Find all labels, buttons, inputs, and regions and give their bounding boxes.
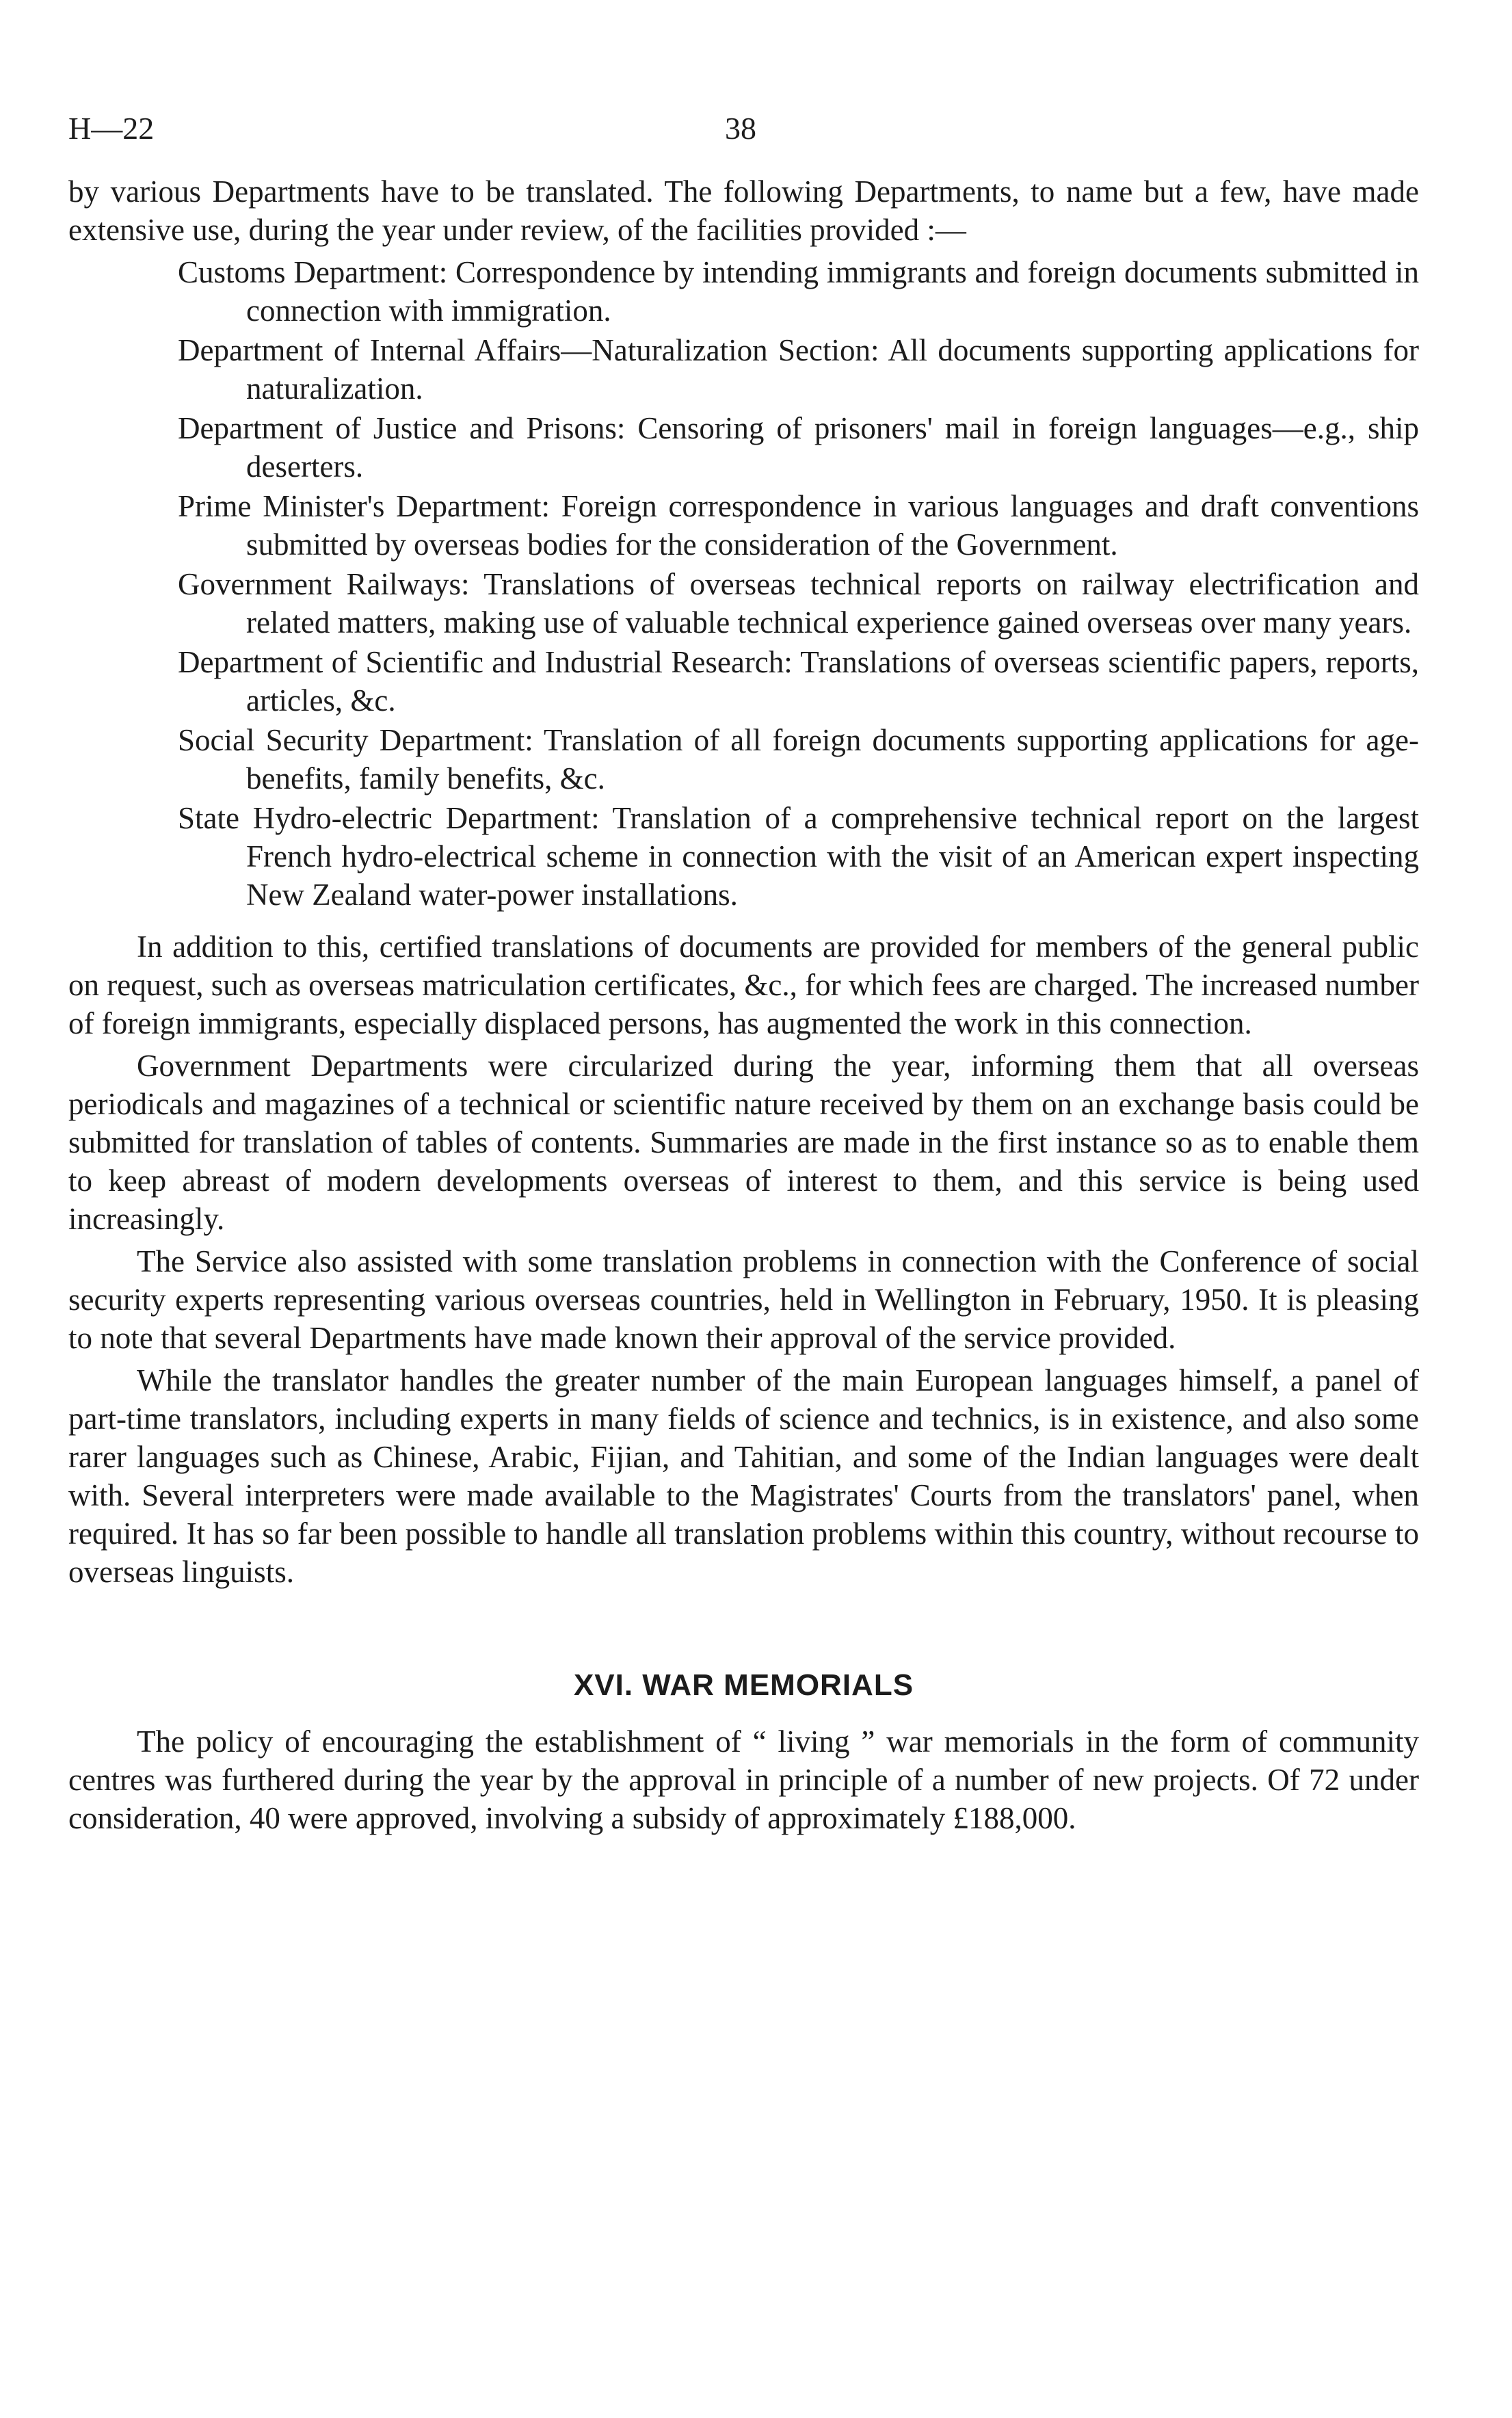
body-paragraph: The Service also assisted with some translation problems in connection with the Conference of social security experts representing various overseas countries, held in Wellington in February, 1950. It is pleasing to note that several Departments have made known their approval of the service provided. [68,1244,1419,1355]
department-item-internal-affairs: Department of Internal Affairs—Naturalization Section: All documents supporting applications for naturalization. [178,333,1419,406]
page-number: 38 [725,111,756,146]
body-paragraph: While the translator handles the greater number of the main European languages himself, a panel of part-time translators, including experts in many fields of science and technics, is in existence, and also some rarer languages such as Chinese, Arabic, Fijian, and Tahitian, and some of the Indian languages were dealt with. Several interpreters were made available to the Magistrates' Courts from the translators' panel, when required. It has so far been possible to handle all translation problems within this country, without recourse to overseas linguists. [68,1363,1419,1589]
department-item-customs: Customs Department: Correspondence by intending immigrants and foreign documents submitted in connection with immigration. [178,255,1419,328]
document-page [68,109,1419,1841]
intro-paragraph: by various Departments have to be translated. The following Departments, to name but a few, have made extensive use, during the year under review, of the facilities provided :— [68,174,1419,247]
body-paragraph: Government Departments were circularized during the year, informing them that all overseas periodicals and magazines of a technical or scientific nature received by them on an exchange basis could be submitted for translation of tables of contents. Summaries are made in the first instance so as to enable them to keep abreast of modern developments overseas of interest to them, and this service is being used increasingly. [68,1049,1419,1236]
department-item-dsir: Department of Scientific and Industrial Research: Translations of overseas scientific papers, reports, articles, &c. [178,645,1419,718]
department-item-railways: Government Railways: Translations of overseas technical reports on railway electrification and related matters, making use of valuable technical experience gained overseas over many years. [178,567,1419,640]
department-item-hydro-electric: State Hydro-electric Department: Translation of a comprehensive technical report on the largest French hydro-electrical scheme in connection with the visit of an American expert inspecting New Zealand water-power installations. [178,801,1419,912]
department-item-social-security: Social Security Department: Translation of all foreign documents supporting applications for age-benefits, family benefits, &c. [178,723,1419,796]
section-paragraph: The policy of encouraging the establishment of “ living ” war memorials in the form of community centres was furthered during the year by the approval in principle of a number of new projects. Of 72 under consideration, 40 were approved, involving a subsidy of approximately £188,000. [68,1724,1419,1835]
section-heading: XVI. WAR MEMORIALS [573,1668,914,1702]
department-item-justice: Department of Justice and Prisons: Censoring of prisoners' mail in foreign languages—e.g., ship deserters. [178,411,1419,484]
document-reference: H—22 [68,111,155,146]
body-paragraph: In addition to this, certified translations of documents are provided for members of the general public on request, such as overseas matriculation certificates, &c., for which fees are charged. The increased number of foreign immigrants, especially displaced persons, has augmented the work in this connection. [68,930,1420,1040]
department-item-prime-minister: Prime Minister's Department: Foreign correspondence in various languages and draft conventions submitted by overseas bodies for the consideration of the Government. [178,489,1419,562]
department-list [68,253,1419,914]
running-header [68,109,1419,157]
